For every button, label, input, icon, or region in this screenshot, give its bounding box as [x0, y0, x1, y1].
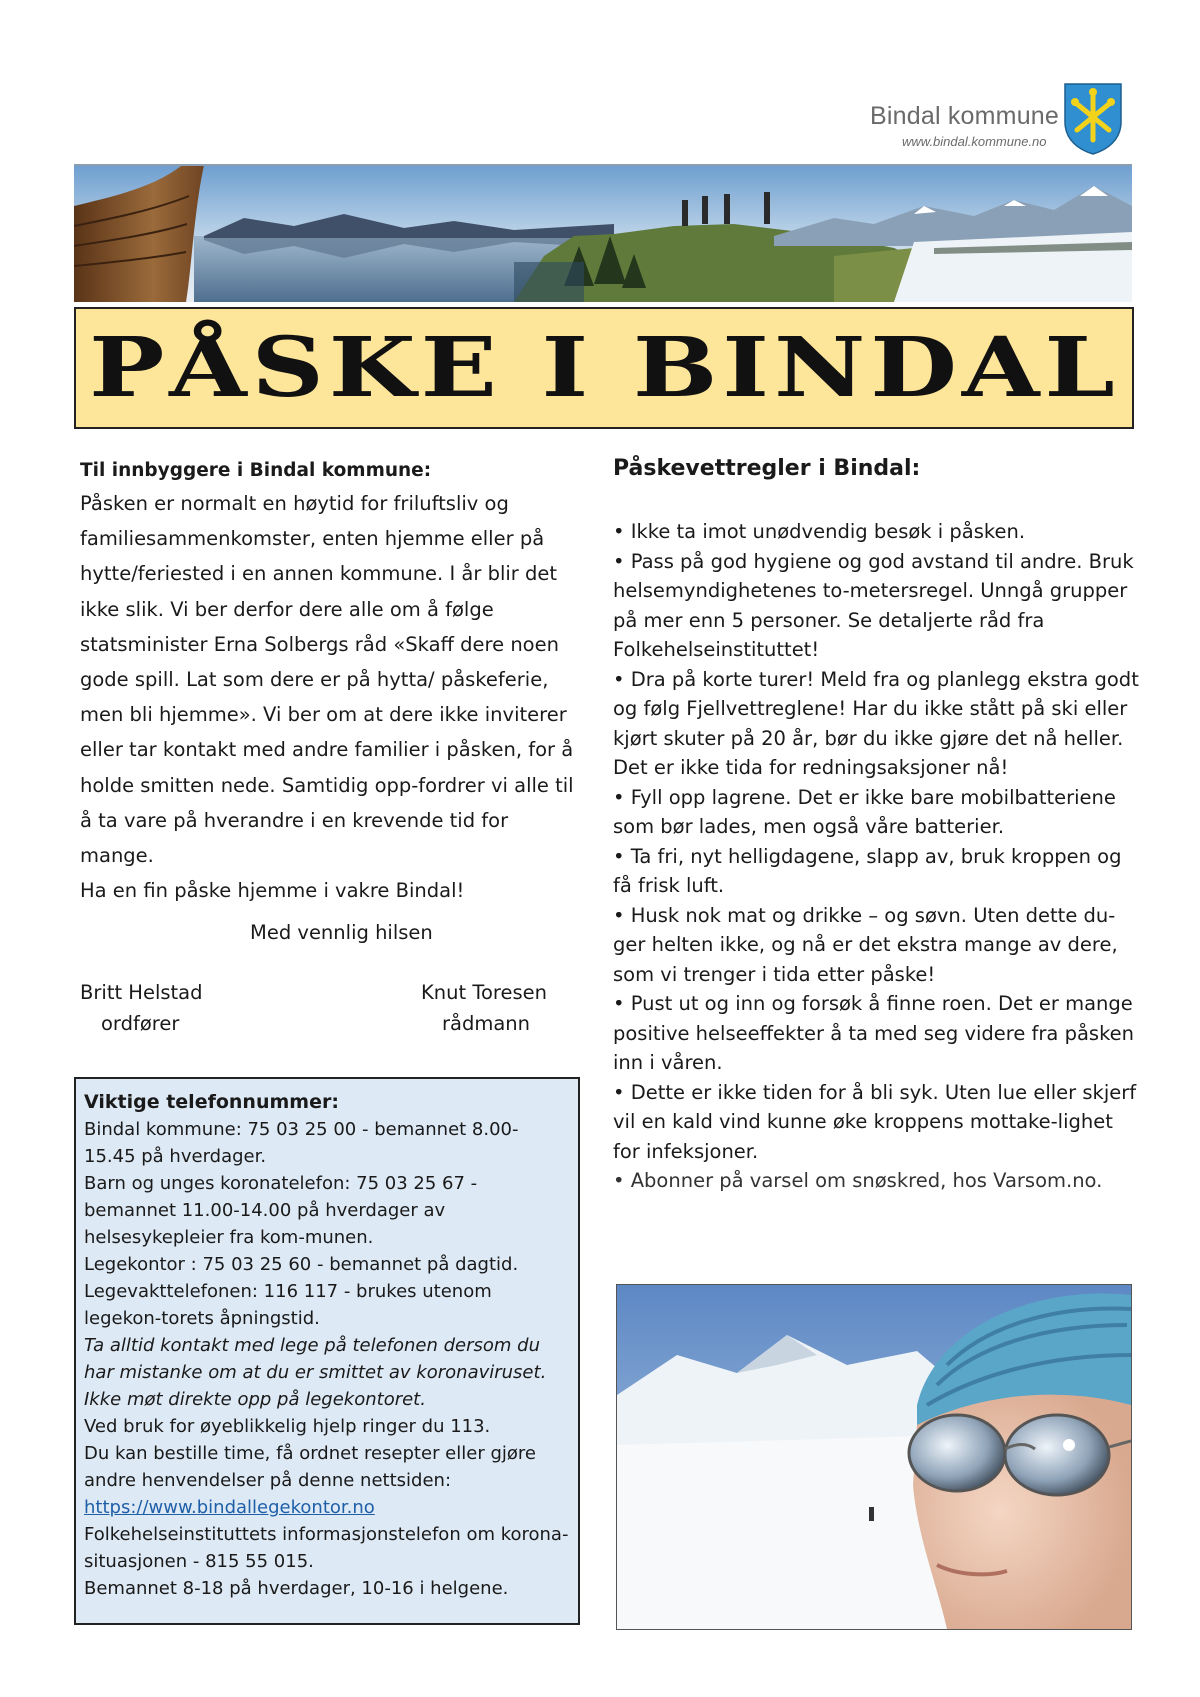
page-title: PÅSKE I BINDAL — [88, 320, 1120, 416]
rules-list — [613, 517, 1143, 1196]
rule-item: • Ta fri, nyt helligdagene, slapp av, bruk kroppen og få frisk luft. — [613, 844, 1122, 897]
rule-item: • Ikke ta imot unødvendig besøk i påsken. — [613, 520, 1026, 543]
legekontor-link[interactable]: https://www.bindallegekontor.no — [84, 1497, 375, 1518]
phone-box-title: Viktige telefonnummer: — [84, 1091, 339, 1113]
emergency-line: Ved bruk for øyeblikkelig hjelp ringer du 113. — [84, 1416, 491, 1437]
rule-item: • Pust ut og inn og forsøk å finne roen. Det er mange positive helseeffekter å ta med seg videre fra påsken inn i våren. — [613, 992, 1135, 1074]
rule-item: • Fyll opp lagrene. Det er ikke bare mobilbatteriene som bør lades, men også våre batterier. — [613, 785, 1116, 838]
rules-heading: Påskevettregler i Bindal: — [613, 456, 921, 481]
fhi-line: Folkehelseinstituttets informasjonstelefon om korona-situasjonen - 815 55 015. — [84, 1524, 569, 1572]
letter-section — [80, 456, 580, 908]
signature-title: ordfører — [101, 1012, 180, 1035]
letter-heading: Til innbyggere i Bindal kommune: — [80, 460, 432, 481]
coat-of-arms-icon — [1063, 82, 1123, 156]
woman-sunglasses-photo — [616, 1284, 1132, 1630]
letter-body: Påsken er normalt en høytid for friluftsliv og familiesammenkomster, enten hjemme eller på hytte/feriested i en annen kommune. I år blir det ikke slik. Vi ber derfor dere alle om å følge statsminister Erna Solbergs råd «Skaff dere noen gode spill. Lat som dere er på hytta/ påskeferie, men bli hjemme». Vi ber om at dere ikke inviterer eller tar kontakt med andre familier i påsken, for å holde smitten nede. Samtidig opp-fordrer vi alle til å ta vare på hverandre i en krevende tid for mange. — [80, 492, 574, 868]
title-banner — [74, 307, 1134, 429]
phone-line: Bindal kommune: 75 03 25 00 - bemannet 8.00-15.45 på hverdager. — [84, 1119, 519, 1167]
phone-advice: Ta alltid kontakt med lege på telefonen dersom du har mistanke om at du er smittet av koronaviruset. — [84, 1335, 547, 1383]
rule-item: • Dette er ikke tiden for å bli syk. Uten lue eller skjerf vil en kald vind kunne øke kroppens mottake-lighet for infeksjoner. — [613, 1080, 1137, 1163]
signature-name: Knut Toresen — [421, 981, 547, 1004]
rule-item: • Husk nok mat og drikke – og søvn. Uten dette du-ger helten ikke, og nå er det ekstra mange av dere, som vi trenger i tida etter påske! — [613, 903, 1118, 986]
phone-line: Legevakttelefonen: 116 117 - brukes utenom legekon-torets åpningstid. — [84, 1281, 492, 1329]
landscape-banner — [74, 166, 1132, 302]
phone-advice: Ikke møt direkte opp på legekontoret. — [84, 1389, 426, 1410]
web-intro: Du kan bestille time, få ordnet resepter eller gjøre andre henvendelser på denne nettsiden: — [84, 1443, 536, 1491]
fhi-hours: Bemannet 8-18 på hverdager, 10-16 i helgene. — [84, 1578, 509, 1599]
phone-line: Legekontor : 75 03 25 60 - bemannet på dagtid. — [84, 1254, 519, 1275]
phone-line: Barn og unges koronatelefon: 75 03 25 67 - bemannet 11.00-14.00 på hverdager av helsesykepleier fra kom-munen. — [84, 1173, 478, 1248]
rule-item: • Abonner på varsel om snøskred, hos Varsom.no. — [613, 1169, 1103, 1192]
rule-item: • Dra på korte turer! Meld fra og planlegg ekstra godt og følg Fjellvettreglene! Har du ikke stått på ski eller kjørt skuter på 20 år, bør du ikke gjøre det nå heller. Det er ikke tida for redningsaksjoner nå! — [613, 667, 1139, 779]
phone-numbers-box — [74, 1077, 580, 1625]
rule-item: • Pass på god hygiene og god avstand til andre. Bruk helsemyndighetenes to-metersregel. Unngå grupper på mer enn 5 personer. Se detaljerte råd fra Folkehelseinstituttet! — [613, 549, 1134, 661]
org-name: Bindal kommune — [870, 102, 1060, 130]
org-url: www.bindal.kommune.no — [902, 134, 1047, 149]
letter-closing: Ha en fin påske hjemme i vakre Bindal! — [80, 879, 465, 903]
letter-greeting: Med vennlig hilsen — [250, 921, 433, 944]
signature-name: Britt Helstad — [80, 981, 203, 1004]
signature-title: rådmann — [442, 1012, 531, 1035]
